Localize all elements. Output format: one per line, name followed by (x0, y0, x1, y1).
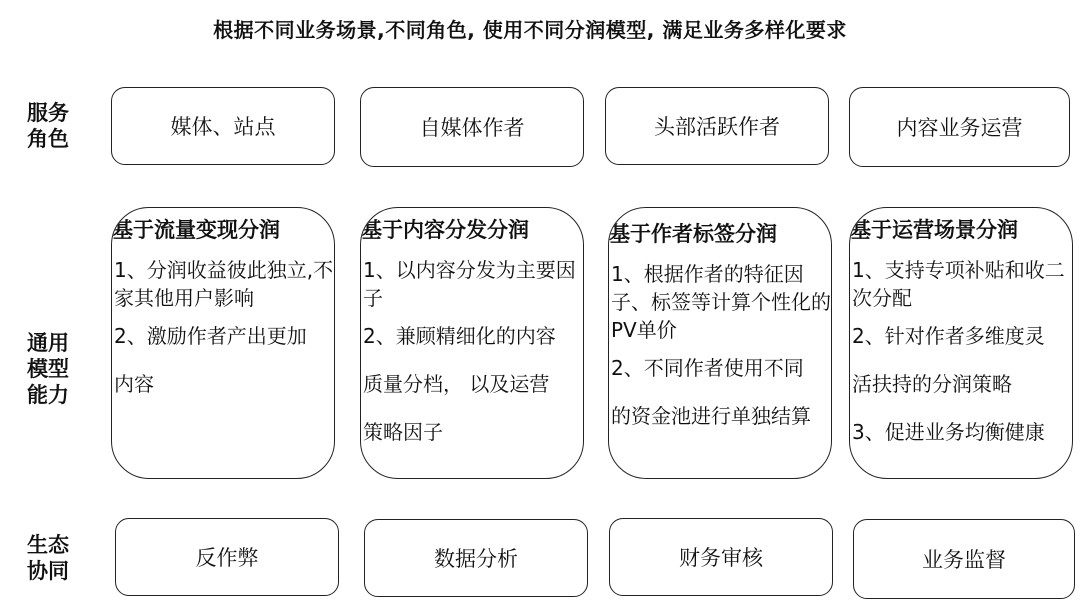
capability-item: 1、支持专项补贴和收二次分配 (852, 258, 1065, 310)
capability-item: 2、兼顾精细化的内容 (363, 324, 556, 348)
row-label-general-capability (20, 330, 76, 408)
capability-item: 的资金池进行单独结算 (611, 404, 811, 428)
ecosystem-box-financial-audit (609, 518, 833, 596)
role-box-media-sites (111, 87, 335, 165)
ecosystem-label: 业务监督 (922, 548, 1006, 572)
capability-title: 基于作者标签分润 (609, 222, 777, 246)
capability-card-content-distribution (360, 207, 584, 479)
ecosystem-label: 反作弊 (195, 546, 259, 570)
role-label: 头部活跃作者 (654, 115, 780, 139)
role-box-top-active-author (605, 87, 829, 165)
role-box-content-operations (849, 87, 1070, 167)
row-label-service-roles (20, 100, 76, 152)
capability-item: 2、不同作者使用不同 (611, 356, 804, 380)
capability-item: 3、促进业务均衡健康 (852, 420, 1045, 444)
capability-item: 策略因子 (363, 420, 443, 444)
role-label: 自媒体作者 (419, 116, 525, 140)
capability-card-operations-scenario (849, 207, 1073, 479)
capability-item: 1、根据作者的特征因子、标签等计算个性化的PV单价 (611, 262, 831, 342)
ecosystem-label: 财务审核 (679, 546, 763, 570)
capability-title: 基于运营场景分润 (850, 218, 1018, 242)
capability-card-author-tags (608, 207, 832, 479)
capability-item: 内容 (114, 372, 154, 396)
ecosystem-box-data-analysis (364, 519, 588, 597)
capability-title: 基于流量变现分润 (112, 218, 280, 242)
role-box-self-media-author (360, 87, 584, 167)
capability-item: 1、以内容分发为主要因子 (363, 258, 576, 310)
ecosystem-label: 数据分析 (434, 547, 518, 571)
capability-item: 质量分档， 以及运营 (363, 372, 550, 396)
row-label-text: 生态 协同 (27, 533, 69, 583)
row-label-ecosystem (20, 532, 76, 584)
capability-title: 基于内容分发分润 (361, 218, 529, 242)
capability-item: 活扶持的分润策略 (852, 372, 1012, 396)
capability-item: 2、针对作者多维度灵 (852, 324, 1045, 348)
role-label: 内容业务运营 (896, 116, 1023, 140)
capability-item: 1、分润收益彼此独立,不家其他用户影响 (114, 258, 334, 310)
ecosystem-box-business-supervision (853, 519, 1075, 599)
row-label-text: 服务 角色 (27, 101, 69, 151)
role-label: 媒体、站点 (170, 115, 276, 139)
capability-item: 2、激励作者产出更加 (114, 324, 307, 348)
capability-card-traffic-monetization (111, 207, 335, 479)
ecosystem-box-anti-fraud (115, 518, 339, 596)
diagram-title: 根据不同业务场景,不同角色, 使用不同分润模型, 满足业务多样化要求 (213, 18, 847, 42)
row-label-text: 通用 模型 能力 (27, 331, 69, 407)
